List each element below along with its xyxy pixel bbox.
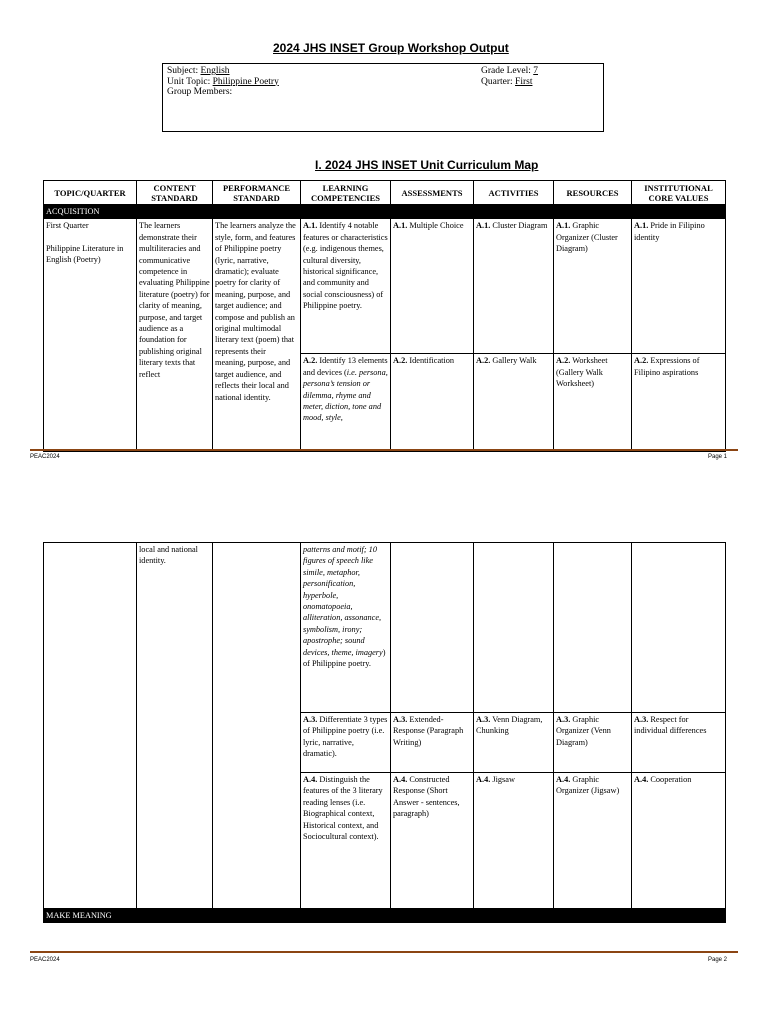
header-institutional-core-values: INSTITUTIONAL CORE VALUES [632, 181, 726, 205]
assessment-a4: A.4. Constructed Response (Short Answer - sentences, paragraph) [391, 773, 474, 909]
header-row [44, 181, 726, 205]
curriculum-map-table-page2 [43, 542, 726, 923]
footer-left-page1: PEAC2024 [30, 454, 60, 460]
assessment-a2: A.2. Identification [391, 354, 474, 452]
content-standard-cell: The learners demonstrate their multiliteracies and communicative competence in evaluating Philippine literature (poetry) for clarity of meaning, purpose, and target audience as a foundation for publishing original literary texts that reflect [137, 219, 213, 452]
table-row-a1 [44, 219, 726, 354]
topic-name: Philippine Literature in English (Poetry) [46, 243, 124, 265]
header-content-standard: CONTENT STANDARD [137, 181, 213, 205]
document-title: 2024 JHS INSET Group Workshop Output [273, 41, 509, 55]
topic-cell-continued [44, 543, 137, 909]
make-meaning-band-label: MAKE MEANING [44, 909, 726, 923]
competency-a2-continued: patterns and motif; 10 figures of speech like simile, metaphor, personification, hyperbole, onomatopoeia, alliteration, assonance, symbolism, irony; apostrophe; sound devices, theme, imagery) of Philippine poetry. [301, 543, 391, 713]
topic-cell [44, 219, 137, 452]
competency-a4: A.4. Distinguish the features of the 3 literary reading lenses (i.e. Biographical context, Historical context, and Sociocultural context). [301, 773, 391, 909]
competency-a3: A.3. Differentiate 3 types of Philippine poetry (i.e. lyric, narrative, dramatic). [301, 713, 391, 773]
activity-a4: A.4. Jigsaw [474, 773, 554, 909]
curriculum-map-title: I. 2024 JHS INSET Unit Curriculum Map [315, 158, 539, 172]
core-value-a3: A.3. Respect for individual differences [632, 713, 726, 773]
competency-a2: A.2. Identify 13 elements and devices (i.e. persona, persona’s tension or dilemma, rhyme and meter, diction, tone and mood, style, [301, 354, 391, 452]
footer-left-page2: PEAC2024 [30, 957, 60, 963]
resource-a4: A.4. Graphic Organizer (Jigsaw) [554, 773, 632, 909]
topic-quarter: First Quarter [46, 221, 89, 231]
acquisition-band [44, 205, 726, 219]
header-learning-competencies: LEARNING COMPETENCIES [301, 181, 391, 205]
performance-standard-cell-continued [213, 543, 301, 909]
assessment-a2-continued [391, 543, 474, 713]
assessment-a1: A.1. Multiple Choice [391, 219, 474, 354]
info-box [162, 63, 604, 132]
core-value-a4: A.4. Cooperation [632, 773, 726, 909]
performance-standard-cell: The learners analyze the style, form, and features of Philippine poetry (lyric, narrative, dramatic); evaluate poetry for clarity of meaning, purpose, and target audience; and compose and publish an original multimodal literary text (poem) that represents their meaning, purpose, and target audience, and reflects their local and national identity. [213, 219, 301, 452]
core-value-a1: A.1. Pride in Filipino identity [632, 219, 726, 354]
resource-a1: A.1. Graphic Organizer (Cluster Diagram) [554, 219, 632, 354]
footer-right-page1: Page 1 [708, 454, 728, 460]
footer-right-page2: Page 2 [708, 957, 728, 963]
header-activities: ACTIVITIES [474, 181, 554, 205]
footer-rule-page1 [30, 449, 738, 451]
activity-a2: A.2. Gallery Walk [474, 354, 554, 452]
unit-topic-value: Philippine Poetry [212, 76, 279, 87]
footer-rule-page2 [30, 951, 738, 953]
grade-level-value: 7 [533, 66, 538, 76]
resource-a3: A.3. Graphic Organizer (Venn Diagram) [554, 713, 632, 773]
make-meaning-band [44, 909, 726, 923]
grade-level-line: Grade Level: 7 [481, 66, 538, 76]
subject-value: English [200, 66, 230, 76]
assessment-a3: A.3. Extended-Response (Paragraph Writing) [391, 713, 474, 773]
unit-topic-line: Unit Topic: Philippine Poetry [167, 76, 279, 87]
activity-a3: A.3. Venn Diagram, Chunking [474, 713, 554, 773]
curriculum-map-table-page1 [43, 180, 726, 452]
competency-a1: A.1. Identify 4 notable features or characteristics (e.g. indigenous themes, cultural diversity, historical significance, and community and social consciousness) of Philippine poetry. [301, 219, 391, 354]
header-performance-standard: PERFORMANCE STANDARD [213, 181, 301, 205]
activity-a2-continued [474, 543, 554, 713]
quarter-line: Quarter: First [481, 76, 533, 87]
subject-line: Subject: English [167, 66, 230, 76]
header-topic-quarter: TOPIC/QUARTER [44, 181, 137, 205]
table-row-a2-continued [44, 543, 726, 713]
acquisition-band-label: ACQUISITION [44, 205, 726, 219]
resource-a2-continued [554, 543, 632, 713]
resource-a2: A.2. Worksheet (Gallery Walk Worksheet) [554, 354, 632, 452]
activity-a1: A.1. Cluster Diagram [474, 219, 554, 354]
header-assessments: ASSESSMENTS [391, 181, 474, 205]
quarter-value: First [515, 76, 533, 87]
group-members-label: Group Members: [167, 87, 233, 97]
core-value-a2-continued [632, 543, 726, 713]
content-standard-cell-continued: local and national identity. [137, 543, 213, 909]
core-value-a2: A.2. Expressions of Filipino aspirations [632, 354, 726, 452]
header-resources: RESOURCES [554, 181, 632, 205]
